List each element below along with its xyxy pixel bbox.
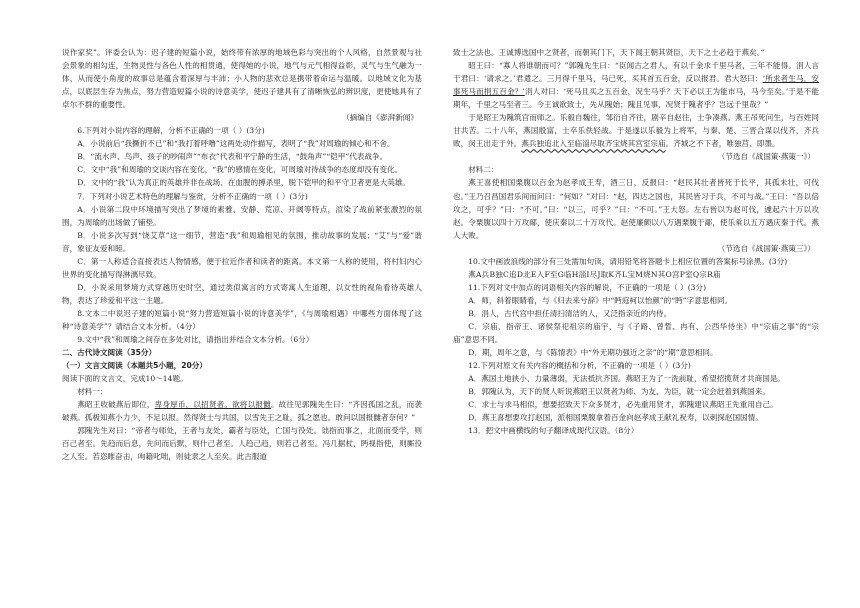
subsection-heading: （一）文言文阅读（本题共5小题，20分） xyxy=(62,361,207,371)
m1-underlined-sentence: 卑身厚币，以招贤者。欲将以报雠 xyxy=(154,400,271,410)
review-paragraph: 说作家奖”。评委会认为：迟子建的短篇小说，始终带有浓厚的地域色彩与突出的个人风格，自然景观与社会景象的相勾连，生物灵性与各色人性的相贯通，使得她的小说，地气与元气相得益彰，灵气与生气融为一体，从而使小角度的故事总是蕴含着深厚与丰沛；小人物的悲欢总是携带着命运与温暖。以地域文化为基点，以底层生存为焦点，努力营造短篇小说的诗意美学，使迟子建具有了清晰恢弘的辨识度，更使她具有了卓尔不群的重要性。 xyxy=(62,48,422,110)
q12-option-a: A．燕国土地狭小、力量薄弱，无法抵抗齐国。燕昭王为了一洗前耻，希望招揽贤才共商国是。 xyxy=(468,374,786,384)
source-note-2: （节选自《战国策·燕策三》） xyxy=(717,243,815,253)
right-column xyxy=(453,46,819,437)
material-1-continued: 致士之法也。王诚博选国中之贤者，而朝其门下，天下闻王朝其贤臣，天下之士必趋于燕矣。” xyxy=(453,48,765,57)
q7-option-c: C．第一人称适合直接表达人物情感，便于拉近作者和读者的距离。本文第一人称的使用，将村妇内心世界的变化描写得淋漓尽致。 xyxy=(62,256,422,279)
question-10: 10.文中画波浪线的部分有三处需加句读，请用铅笔将答题卡上相应位置的答案标号涂黑。(3分) xyxy=(468,256,788,266)
wavy-underlined-sentence: 燕兵独追北入至临淄尽取齐宝烧其宫室宗庙 xyxy=(521,139,666,149)
q6-option-a: A．小说前后“我撅折不已”和“我打着呼噜”这两处动作描写，表明了“我”对周瑜的倾心和不舍。 xyxy=(77,139,395,149)
m1p3-text-end: 涓人对曰：‘死马且买之五百金，况生马乎？天下必以王为能市马，马今至矣。’于是不能期年，千里之马至者三。今王诚欲致士，先从隗始；隗且见事，况贤于隗者乎？岂远千里哉？” xyxy=(453,87,819,110)
left-column xyxy=(62,46,422,464)
question-8: 8.文本二中说迟子建的短篇小说“努力营造短篇小说的诗意美学”，《与周瑜相遇》中哪些方面体现了这种“诗意美学”？请结合文本分析。（4分） xyxy=(62,308,422,331)
material-2-text: 燕王喜使相国栗腹以百金为赵孝成王寿，酒三日，反报曰：“赵民其壮者皆死于长平，其孤未壮，可伐也。”王乃召昌国君乐间而问曰：“何如？”对曰：“赵，四达之国也，其民皆习于兵，不可与战。”王曰：“吾以倍攻之，可乎？”曰：“不可。”曰：“以三，可乎？”曰：“不可。”王大怒。左右皆以为赵可伐，遽起六十万以攻赵。令栗腹以四十万攻鄗，使庆秦以二十万攻代。赵使廉颇以八万遇栗腹于鄗，使乐乘以五万遇庆秦于代。燕人大败。 xyxy=(453,178,819,240)
q6-option-b: B．“流水声、鸟声、孩子的吵闹声”“布衣”代表和平宁静的生活，“鼓角声”“铠甲”代表战争。 xyxy=(77,152,388,162)
q11-option-a: A．师，斜着眼睛看，与《归去来兮辞》中“眄庭柯以怡颜”的“眄”字意思相同。 xyxy=(468,295,733,305)
m1p4-text-end: 。齐城之不下者，唯独莒、即墨。 xyxy=(665,139,780,149)
material-1-paragraph-2: 郭隗先生对曰：“帝者与师处，王者与友处，霸者与臣处，亡国与役处。诎指而事之，北面而受学，则百己者至。先趋而后息，先问而后默，则什己者至。人趋己趋，则若己者至。冯几据杖，眄视指使，则厮役之人至。若恣睢奋击，呴籍叱咄，则徒隶之人至矣。此古服道 xyxy=(62,426,422,462)
q6-option-c: C．文中“我”和周瑜的交谈内容在变化，“我”的感情在变化，可周瑜对待战争的态度却没有变化。 xyxy=(77,165,403,175)
m1-text-start: 燕昭王收破燕后即位， xyxy=(77,400,155,410)
question-13: 13．把文中画横线的句子翻译成现代汉语。（8分） xyxy=(468,426,639,436)
material-1-paragraph-1 xyxy=(62,398,422,424)
question-11: 11.下列对文中加点的词语相关内容的解说，不正确的一项是（ ）(3分) xyxy=(468,282,707,292)
material-1-label: 材料一： xyxy=(77,387,108,397)
question-6: 6.下列对小说内容的理解，分析不正确的一项（ ）(3分) xyxy=(77,126,265,136)
q12-option-c: C．求士与求马相似，想要招致天下众多贤才，必先重用贤才，郭隗建议燕昭王先重用自己。 xyxy=(468,400,778,410)
source-note: （摘编自《澎湃新闻》 xyxy=(342,113,418,123)
q11-option-b: B．涓人，古代宫中担任清扫清洁的人，又泛指亲近的内侍。 xyxy=(468,308,672,318)
m1p4-text-start: 于是昭王为隗筑宫而师之。乐毅自魏往，邹衍自齐往，剧辛自赵往，士争凑燕。燕王吊死问生，与百姓同甘共苦。二十八年，燕国殷富，士卒乐佚轻战。于是遂以乐毅为上将军，与秦、楚、三晋合谋以伐齐，齐兵败，闵王出走于外。 xyxy=(453,113,819,149)
question-7: 7．下列对小说艺术特色的理解与鉴赏，分析不正确的一项（ ）(3分) xyxy=(77,191,308,201)
reading-instruction: 阅读下面的文言文，完成10～14题。 xyxy=(62,374,188,384)
q12-option-d: D．燕王喜想要攻打赵国，派相国栗腹拿着百金向赵孝成王献礼祝寿，以刺探赵国国情。 xyxy=(468,413,763,423)
q11-option-c: C．宗庙，指帝王、诸侯祭祀祖宗的庙宇，与《子路、曾皙、冉有、公西华侍坐》中“宗庙之事”的“宗庙”意思不同。 xyxy=(453,321,819,345)
m1-text-end: 。故往见郭隗先生曰：“齐因孤国之乱，而袭破燕。孤极知燕小力少，不足以报。然得贤士与共国，以雪先王之耻，孤之愿也。敢问以国报雠者奈何？” xyxy=(62,400,423,423)
section-heading: 二、古代诗文阅读（35分） xyxy=(62,348,157,358)
q11-option-d: D．期，周年之意，与《陈情表》中“外无期功强近之亲”的“期”意思相同。 xyxy=(468,348,718,358)
source-note-1: （节选自《战国策·燕策一》） xyxy=(717,152,815,162)
question-9: 9.文中“我”和周瑜之间存在多处对比，请指出并结合文本分析。（6分） xyxy=(77,335,314,345)
material-1-paragraph-3 xyxy=(453,59,819,111)
m1p3-underlined-sentence: ‘所求者生马，安事死马而捐五百金？’ xyxy=(453,74,819,97)
q7-option-b: B．小说多次写到“饶艾草”这一细节，营造“我”和周瑜相见的氛围，推动故事的发展；“艾”与“爱”谐音，象征友爱和睦。 xyxy=(62,230,422,253)
material-1-paragraph-4 xyxy=(453,111,819,150)
material-2-label: 材料二： xyxy=(468,165,499,175)
q7-option-a: A．小说第二段中环境描写突出了梦境的素雅、安静、荒凉、开阔等特点，渲染了战前紧张激烈的氛围，为周瑜的出场做了铺垫。 xyxy=(62,204,422,227)
q10-punctuation-letters: 燕A兵B独C追D北E入F至G临H淄I尽J取K齐L宝M烧N其O宫P室Q宗R庙 xyxy=(468,269,721,279)
q7-option-d: D．小说采用梦境方式穿越历史时空，通过类似寓言的方式寄寓人生道理，以女性的视角看待英雄人物，表达了珍爱和平这一主题。 xyxy=(62,282,422,305)
m1p3-text-start: 昭王曰：“寡人将谁朝而可？”郭隗先生曰：“臣闻古之君人，有以千金求千里马者，三年不能得。涓人言于君曰：‘请求之。’君遣之。三月得千里马，马已死，买其首五百金，反以报君。君大怒曰： xyxy=(453,61,819,84)
q6-option-d: D．文中的“我”认为真正的英雄并非在战场、在血腥的搏杀里，脱下铠甲的和平守卫者更是大英雄。 xyxy=(77,178,410,188)
question-12: 12.下列对原文有关内容的概括和分析，不正确的一项是（ ）(3分) xyxy=(468,361,691,371)
q12-option-b: B．郭隗认为，天下的贤人听说燕昭王以贤者为师、为友、为臣，就一定会赶着到燕国来。 xyxy=(468,387,770,397)
